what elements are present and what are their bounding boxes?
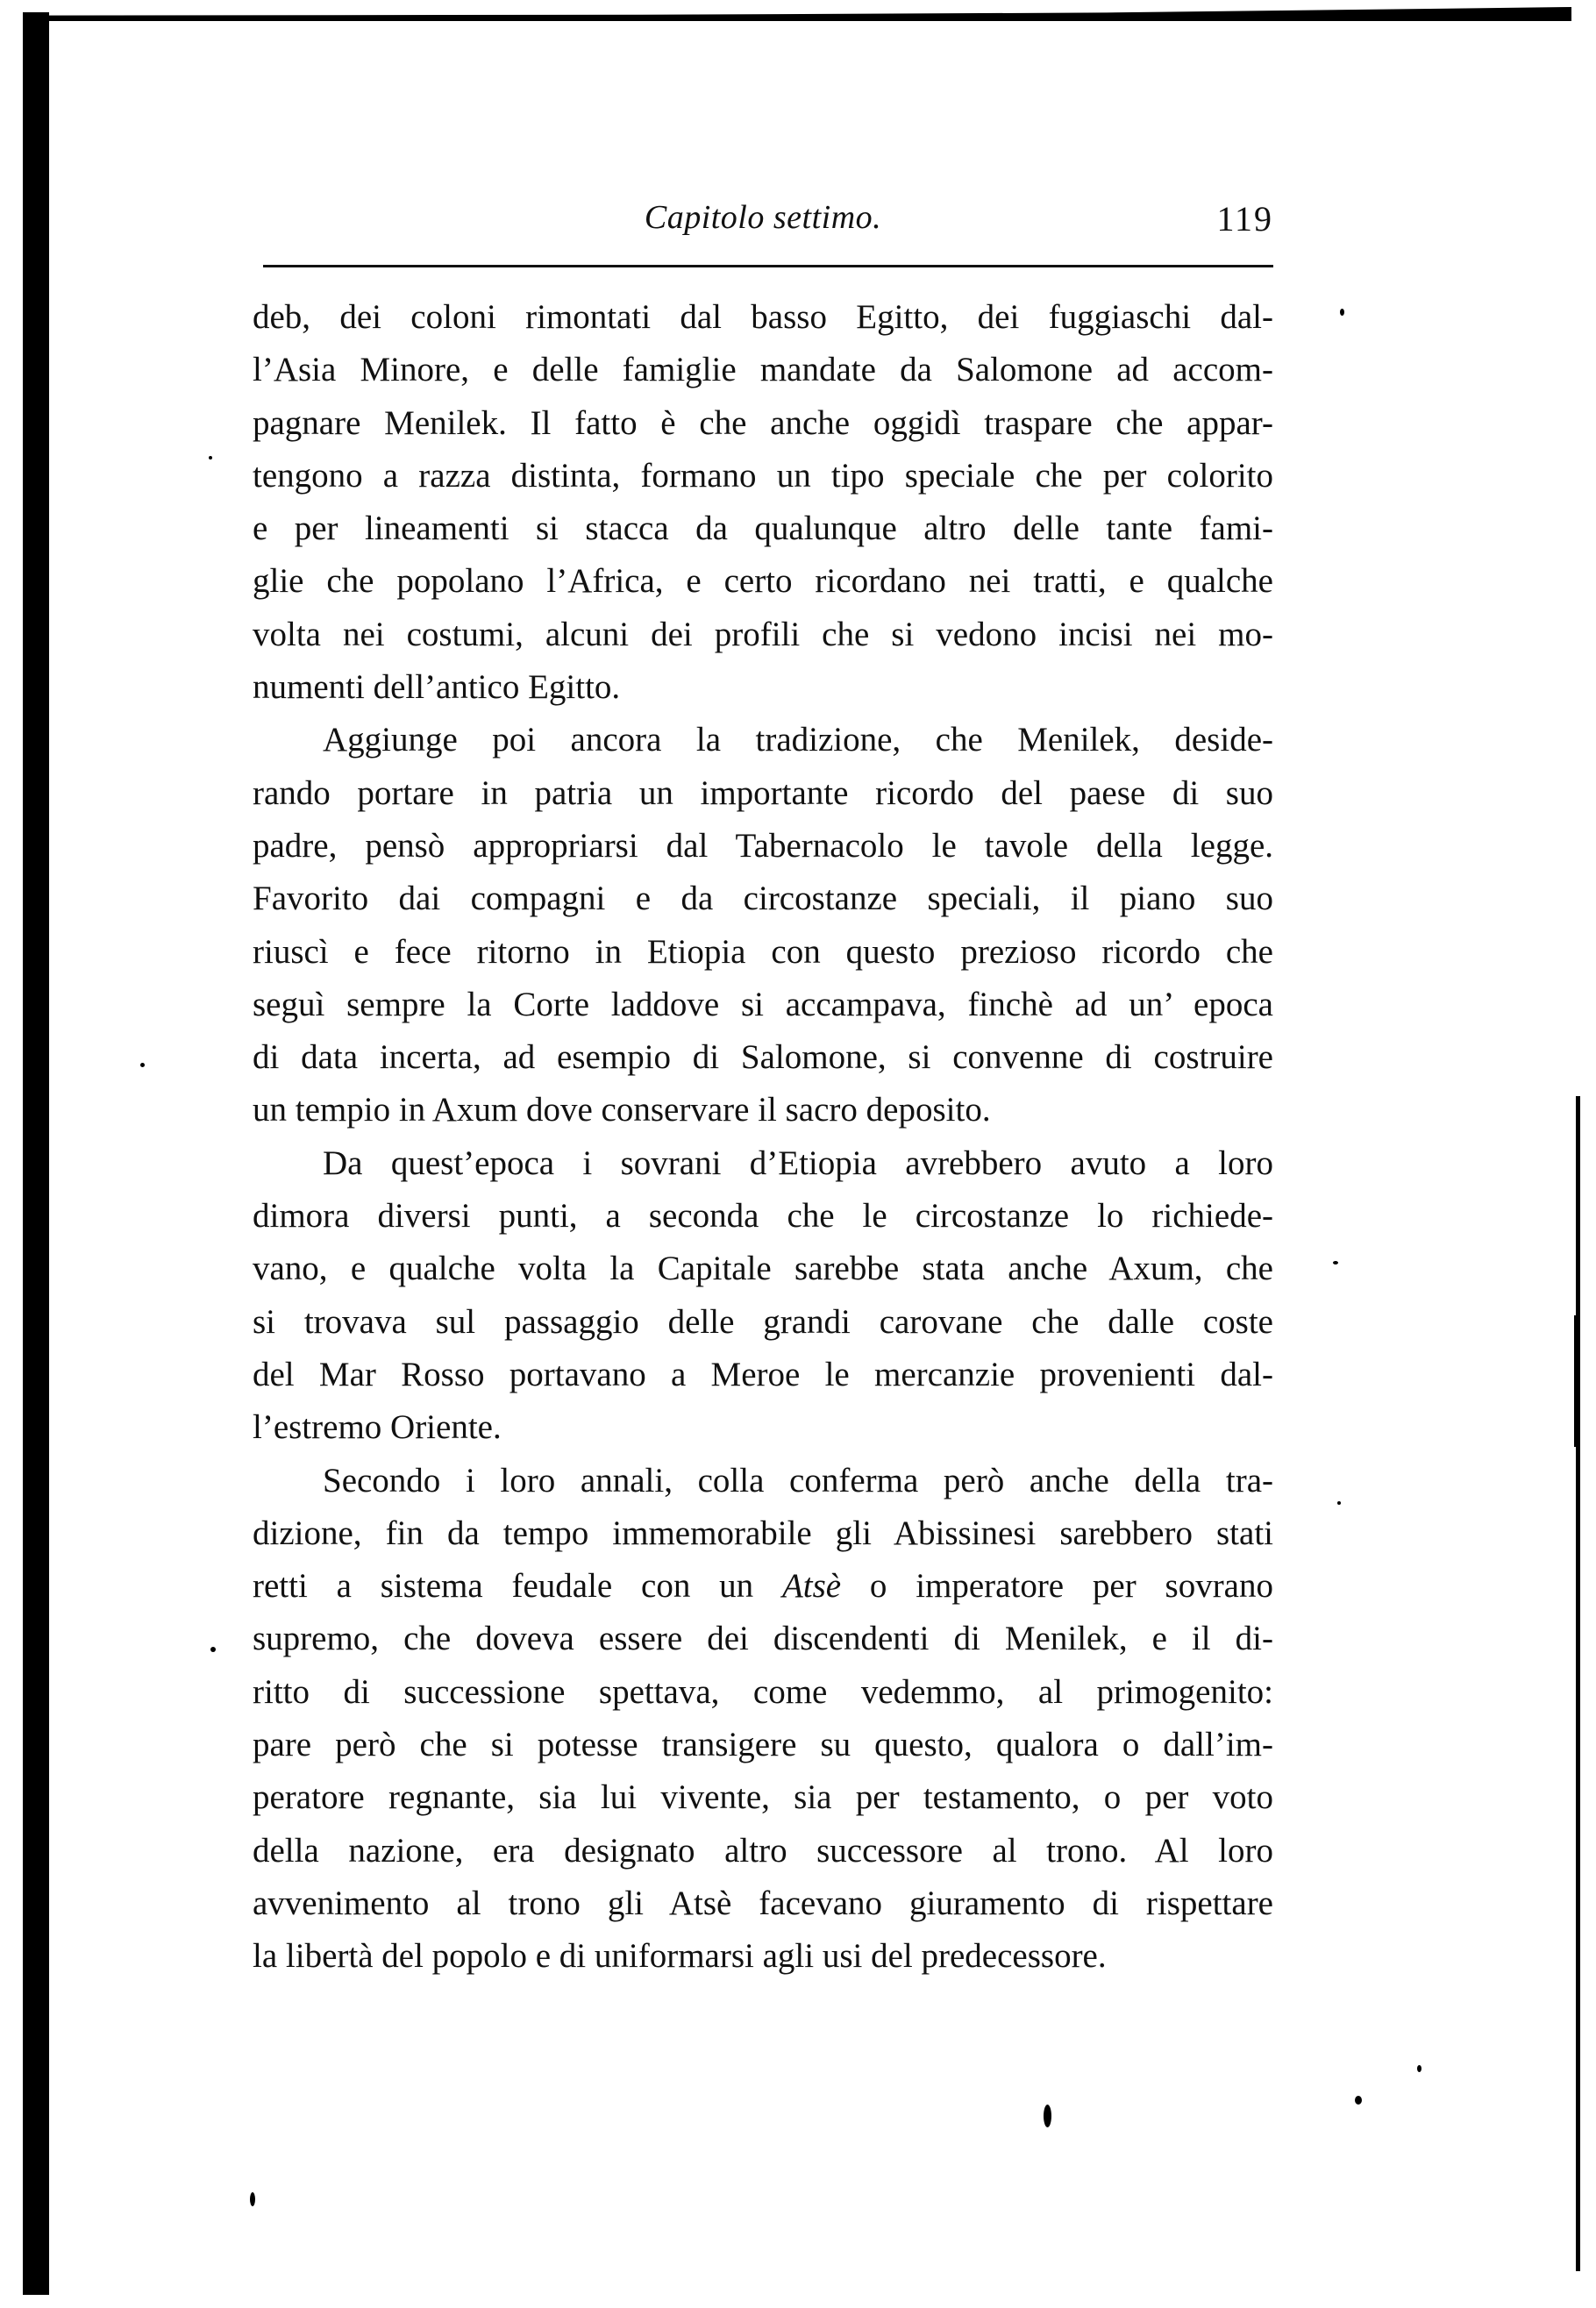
scan-speck <box>1337 1501 1341 1505</box>
text-line: l’Asia Minore, e delle famiglie mandate da Salomone ad accom- <box>253 351 1273 389</box>
paragraph <box>253 714 1273 1136</box>
text-line: padre, pensò appropriarsi dal Tabernacolo le tavole della legge. <box>253 826 1273 865</box>
scan-edge-right <box>1576 1096 1580 2271</box>
text-line: della nazione, era designato altro successore al trono. Al loro <box>253 1831 1273 1870</box>
scan-speck <box>1417 2065 1421 2072</box>
text-line: dimora diversi punti, a seconda che le circostanze lo richiede- <box>253 1197 1273 1236</box>
scan-speck <box>1044 2105 1051 2127</box>
scan-edge-right-fragment <box>1574 1315 1580 1447</box>
text-line: glie che popolano l’Africa, e certo ricordano nei tratti, e qualche <box>253 562 1273 601</box>
text-line: Favorito dai compagni e da circostanze speciali, il piano suo <box>253 880 1273 918</box>
text-line: volta nei costumi, alcuni dei profili che si vedono incisi nei mo- <box>253 615 1273 653</box>
text-line: Da quest’epoca i sovrani d’Etiopia avrebbero avuto a loro <box>323 1143 1273 1182</box>
text-line: si trovava sul passaggio delle grandi carovane che dalle coste <box>253 1302 1273 1341</box>
text-line: riuscì e fece ritorno in Etiopia con questo prezioso ricordo che <box>253 932 1273 971</box>
text-line: di data incerta, ad esempio di Salomone, si convenne di costruire <box>253 1038 1273 1077</box>
text-line: pagnare Menilek. Il fatto è che anche oggidì traspare che appar- <box>253 403 1273 442</box>
text-line: del Mar Rosso portavano a Meroe le mercanzie provenienti dal- <box>253 1355 1273 1393</box>
chapter-title: Capitolo settimo. <box>644 199 882 236</box>
text-line: Secondo i loro annali, colla conferma però anche della tra- <box>323 1461 1273 1499</box>
scan-speck <box>1333 1261 1338 1264</box>
text-line: seguì sempre la Corte laddove si accampava, finchè ad un’ epoca <box>253 985 1273 1023</box>
scan-speck <box>1340 309 1344 316</box>
text-line: l’estremo Oriente. <box>253 1408 502 1447</box>
text-line: retti a sistema feudale con un Atsè o imperatore per sovrano <box>253 1567 1273 1606</box>
running-head <box>253 193 1273 246</box>
page-number: 119 <box>1216 199 1273 239</box>
text-line: Aggiunge poi ancora la tradizione, che Menilek, deside- <box>323 721 1273 759</box>
text-line: numenti dell’antico Egitto. <box>253 668 621 707</box>
text-line: dizione, fin da tempo immemorabile gli Abissinesi sarebbero stati <box>253 1514 1273 1552</box>
text-line: vano, e qualche volta la Capitale sarebbe stata anche Axum, che <box>253 1250 1273 1288</box>
header-rule <box>263 265 1273 267</box>
paragraph <box>253 1455 1273 1984</box>
scan-speck <box>210 1647 216 1652</box>
text-line: rando portare in patria un importante ricordo del paese di suo <box>253 773 1273 812</box>
scan-edge-left <box>23 12 49 2295</box>
italic-term: Atsè <box>781 1567 842 1606</box>
scan-edge-top <box>23 7 1571 21</box>
text-line: deb, dei coloni rimontati dal basso Egitto, dei fuggiaschi dal- <box>253 298 1273 336</box>
text-line: la libertà del popolo e di uniformarsi agli usi del predecessore. <box>253 1937 1107 1976</box>
scan-speck <box>1355 2096 1362 2105</box>
paragraph <box>253 1137 1273 1455</box>
text-line: ritto di successione spettava, come vedemmo, al primogenito: <box>253 1672 1273 1711</box>
text-line: tengono a razza distinta, formano un tipo speciale che per colorito <box>253 456 1273 495</box>
text-line: avvenimento al trono gli Atsè facevano giuramento di rispettare <box>253 1884 1273 1922</box>
text-line: pare però che si potesse transigere su questo, qualora o dall’im- <box>253 1726 1273 1764</box>
scan-speck <box>209 456 212 459</box>
scan-speck <box>140 1063 145 1067</box>
body-text <box>253 291 1273 1984</box>
text-line: supremo, che doveva essere dei discendenti di Menilek, e il di- <box>253 1620 1273 1658</box>
text-line: peratore regnante, sia lui vivente, sia per testamento, o per voto <box>253 1778 1273 1817</box>
text-line: un tempio in Axum dove conservare il sacro deposito. <box>253 1091 991 1129</box>
text-line: e per lineamenti si stacca da qualunque altro delle tante fami- <box>253 509 1273 548</box>
scan-speck <box>250 2192 255 2206</box>
paragraph <box>253 291 1273 714</box>
